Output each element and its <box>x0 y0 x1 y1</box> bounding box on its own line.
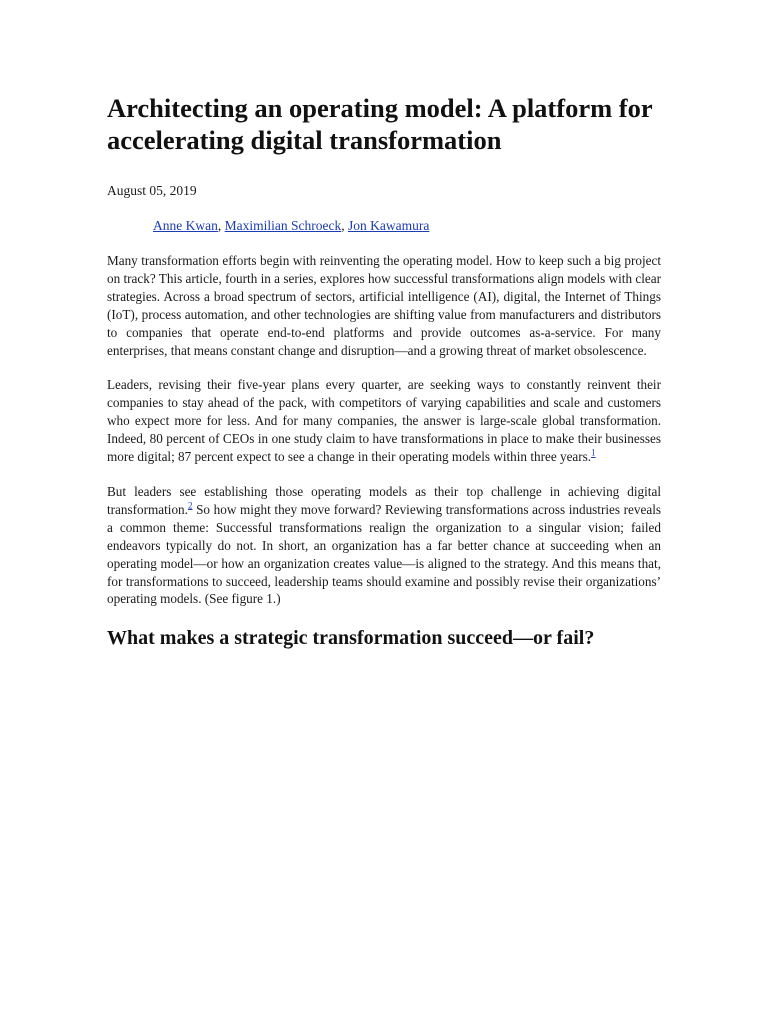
paragraph-challenge <box>107 483 661 608</box>
article-title: Architecting an operating model: A platform for accelerating digital transformation <box>107 93 653 155</box>
paragraph-leaders <box>107 376 661 466</box>
author-separator: , <box>341 218 348 233</box>
article-container <box>107 92 661 651</box>
paragraph-challenge-text-b: So how might they move forward? Reviewing transformations across industries reveals a common theme: Successful transformations realign the organization to a singular vision; failed endeavors typically do not. In short, an organization has a far better chance at succeeding when an operating model—or how an organization creates value—is aligned to the strategy. And this means that, for transformations to succeed, leadership teams should examine and possibly revise their organizations’ operating models. (See figure 1.) <box>107 501 661 607</box>
author-separator: , <box>217 218 225 233</box>
author-link-maximilian-schroeck[interactable]: Maximilian Schroeck <box>224 218 342 233</box>
section-heading: What makes a strategic transformation succeed—or fail? <box>107 627 595 650</box>
footnote-link-2[interactable]: 2 <box>187 500 193 511</box>
footnote-link-1[interactable]: 1 <box>591 447 596 458</box>
author-link-jon-kawamura[interactable]: Jon Kawamura <box>347 218 430 233</box>
publish-date: August 05, 2019 <box>107 183 197 198</box>
paragraph-intro: Many transformation efforts begin with reinventing the operating model. How to keep such a big project on track? This article, fourth in a series, explores how successful transformations align models with clear strategies. Across a broad spectrum of sectors, artificial intelligence (AI), digital, the Internet of Things (IoT), process automation, and other technologies are shifting value from manufacturers and distributors to companies that operate end-to-end platforms and provide outcomes as-a-service. For many enterprises, that means constant change and disruption—and a growing threat of market obsolescence. <box>107 253 661 358</box>
author-list <box>107 217 661 235</box>
paragraph-leaders-text: Leaders, revising their five-year plans every quarter, are seeking ways to constantly reinvent their companies to stay ahead of the pack, with competitors of varying capabilities and scale and customers who expect more for less. And for many companies, the answer is large-scale global transformation. Indeed, 80 percent of CEOs in one study claim to have transformations in place to make their businesses more digital; 87 percent expect to see a change in their operating models within three years. <box>107 377 661 465</box>
paragraph-challenge-text-a: But leaders see establishing those operating models as their top challenge in achieving digital transformation. <box>107 483 661 517</box>
author-link-anne-kwan[interactable]: Anne Kwan <box>153 218 218 233</box>
